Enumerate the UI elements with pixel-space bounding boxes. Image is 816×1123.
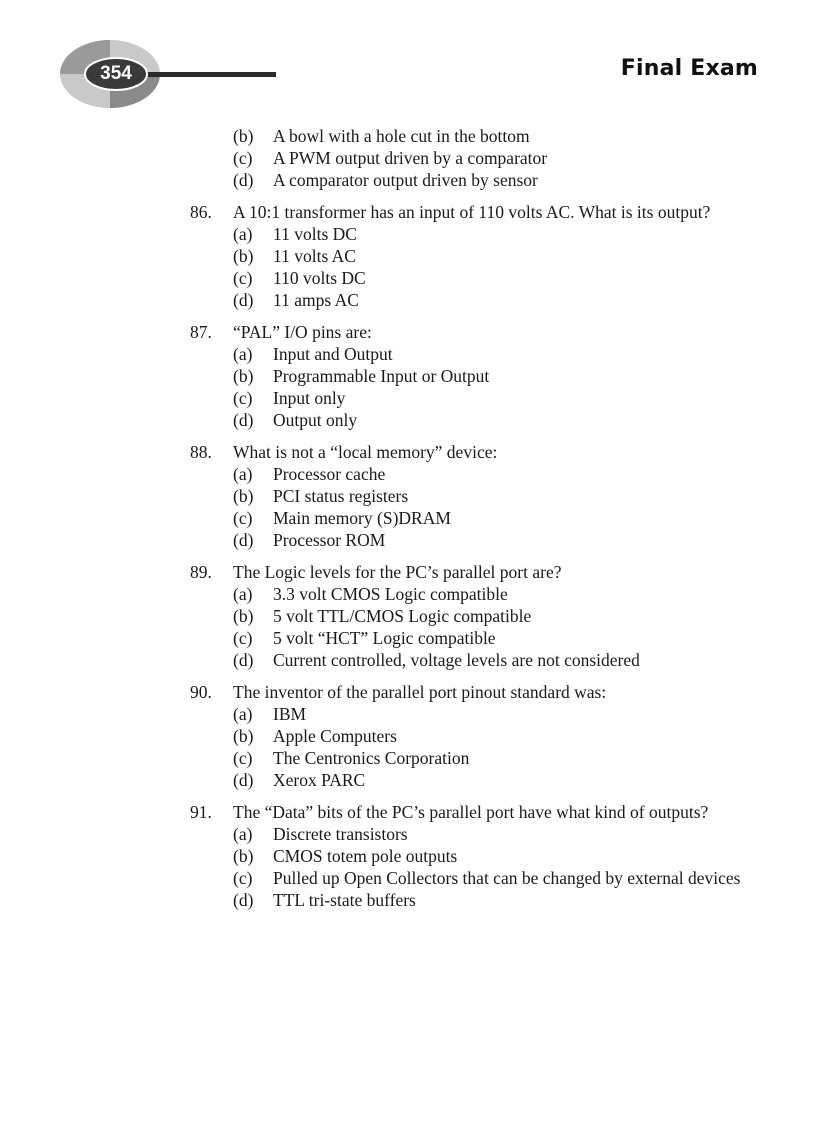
exam-content	[190, 125, 757, 921]
option-text: 11 volts DC	[273, 224, 357, 244]
option-letter: (a)	[233, 824, 253, 844]
option-letter: (c)	[233, 508, 253, 528]
option-letter: (d)	[233, 650, 254, 670]
question-number: 91.	[190, 802, 212, 822]
option-text: Input only	[273, 388, 346, 408]
option-text: PCI status registers	[273, 486, 409, 506]
option-text: Current controlled, voltage levels are not considered	[273, 650, 640, 670]
option-letter: (b)	[233, 606, 254, 626]
option-item	[190, 343, 757, 365]
option-item	[190, 485, 757, 507]
question-90	[190, 681, 757, 791]
question-text: What is not a “local memory” device:	[233, 442, 498, 462]
question-text: The “Data” bits of the PC’s parallel port have what kind of outputs?	[233, 802, 709, 822]
option-letter: (b)	[233, 366, 254, 386]
question-number: 86.	[190, 202, 212, 222]
page-header	[0, 0, 816, 120]
option-item	[190, 409, 757, 431]
option-letter: (c)	[233, 868, 253, 888]
option-letter: (c)	[233, 268, 253, 288]
option-item	[190, 747, 757, 769]
option-item	[190, 889, 757, 911]
option-item	[190, 365, 757, 387]
option-letter: (d)	[233, 410, 254, 430]
running-title: Final Exam	[620, 56, 758, 81]
option-letter: (c)	[233, 628, 253, 648]
option-letter: (a)	[233, 224, 253, 244]
question-87	[190, 321, 757, 431]
option-letter: (c)	[233, 148, 253, 168]
option-item	[190, 769, 757, 791]
option-letter: (c)	[233, 748, 253, 768]
option-item	[190, 725, 757, 747]
option-letter: (d)	[233, 290, 254, 310]
option-text: 11 volts AC	[273, 246, 356, 266]
option-text: 5 volt TTL/CMOS Logic compatible	[273, 606, 532, 626]
question-text: “PAL” I/O pins are:	[233, 322, 372, 342]
option-text: Xerox PARC	[273, 770, 366, 790]
option-text: Pulled up Open Collectors that can be changed by external devices	[273, 868, 741, 888]
option-letter: (c)	[233, 388, 253, 408]
option-text: 5 volt “HCT” Logic compatible	[273, 628, 496, 648]
option-letter: (d)	[233, 170, 254, 190]
option-text: 3.3 volt CMOS Logic compatible	[273, 584, 508, 604]
option-item	[190, 463, 757, 485]
question-number: 89.	[190, 562, 212, 582]
question-91	[190, 801, 757, 911]
option-text: A comparator output driven by sensor	[273, 170, 538, 190]
option-letter: (a)	[233, 584, 253, 604]
question-text: The Logic levels for the PC’s parallel port are?	[233, 562, 562, 582]
question-88	[190, 441, 757, 551]
option-letter: (b)	[233, 726, 254, 746]
option-text: Output only	[273, 410, 358, 430]
option-item	[190, 223, 757, 245]
question-89	[190, 561, 757, 671]
option-text: Main memory (S)DRAM	[273, 508, 451, 528]
option-letter: (b)	[233, 846, 254, 866]
option-item	[190, 147, 757, 169]
option-letter: (d)	[233, 890, 254, 910]
question-number: 90.	[190, 682, 212, 702]
question-text: A 10:1 transformer has an input of 110 volts AC. What is its output?	[233, 202, 711, 222]
option-item	[190, 823, 757, 845]
option-item	[190, 169, 757, 191]
option-text: Processor cache	[273, 464, 386, 484]
continued-question	[190, 125, 757, 191]
option-letter: (a)	[233, 464, 253, 484]
question-86	[190, 201, 757, 311]
option-item	[190, 867, 757, 889]
option-item	[190, 507, 757, 529]
option-item	[190, 529, 757, 551]
option-text: The Centronics Corporation	[273, 748, 470, 768]
question-number: 88.	[190, 442, 212, 462]
option-item	[190, 649, 757, 671]
option-letter: (d)	[233, 770, 254, 790]
option-text: Processor ROM	[273, 530, 386, 550]
option-text: TTL tri-state buffers	[273, 890, 416, 910]
option-item	[190, 627, 757, 649]
option-item	[190, 845, 757, 867]
option-text: Discrete transistors	[273, 824, 408, 844]
option-letter: (d)	[233, 530, 254, 550]
option-letter: (b)	[233, 126, 254, 146]
option-item	[190, 387, 757, 409]
option-letter: (b)	[233, 246, 254, 266]
page-number: 354	[100, 63, 132, 84]
option-text: CMOS totem pole outputs	[273, 846, 458, 866]
option-item	[190, 125, 757, 147]
option-text: 11 amps AC	[273, 290, 359, 310]
option-item	[190, 583, 757, 605]
option-text: A bowl with a hole cut in the bottom	[273, 126, 530, 146]
option-text: A PWM output driven by a comparator	[273, 148, 548, 168]
option-letter: (a)	[233, 344, 253, 364]
question-number: 87.	[190, 322, 212, 342]
option-letter: (a)	[233, 704, 253, 724]
option-item	[190, 267, 757, 289]
option-letter: (b)	[233, 486, 254, 506]
option-item	[190, 289, 757, 311]
option-text: 110 volts DC	[273, 268, 366, 288]
option-text: Input and Output	[273, 344, 393, 364]
option-text: Programmable Input or Output	[273, 366, 490, 386]
option-item	[190, 605, 757, 627]
option-text: IBM	[273, 704, 307, 724]
option-text: Apple Computers	[273, 726, 397, 746]
option-item	[190, 245, 757, 267]
question-text: The inventor of the parallel port pinout standard was:	[233, 682, 607, 702]
option-item	[190, 703, 757, 725]
